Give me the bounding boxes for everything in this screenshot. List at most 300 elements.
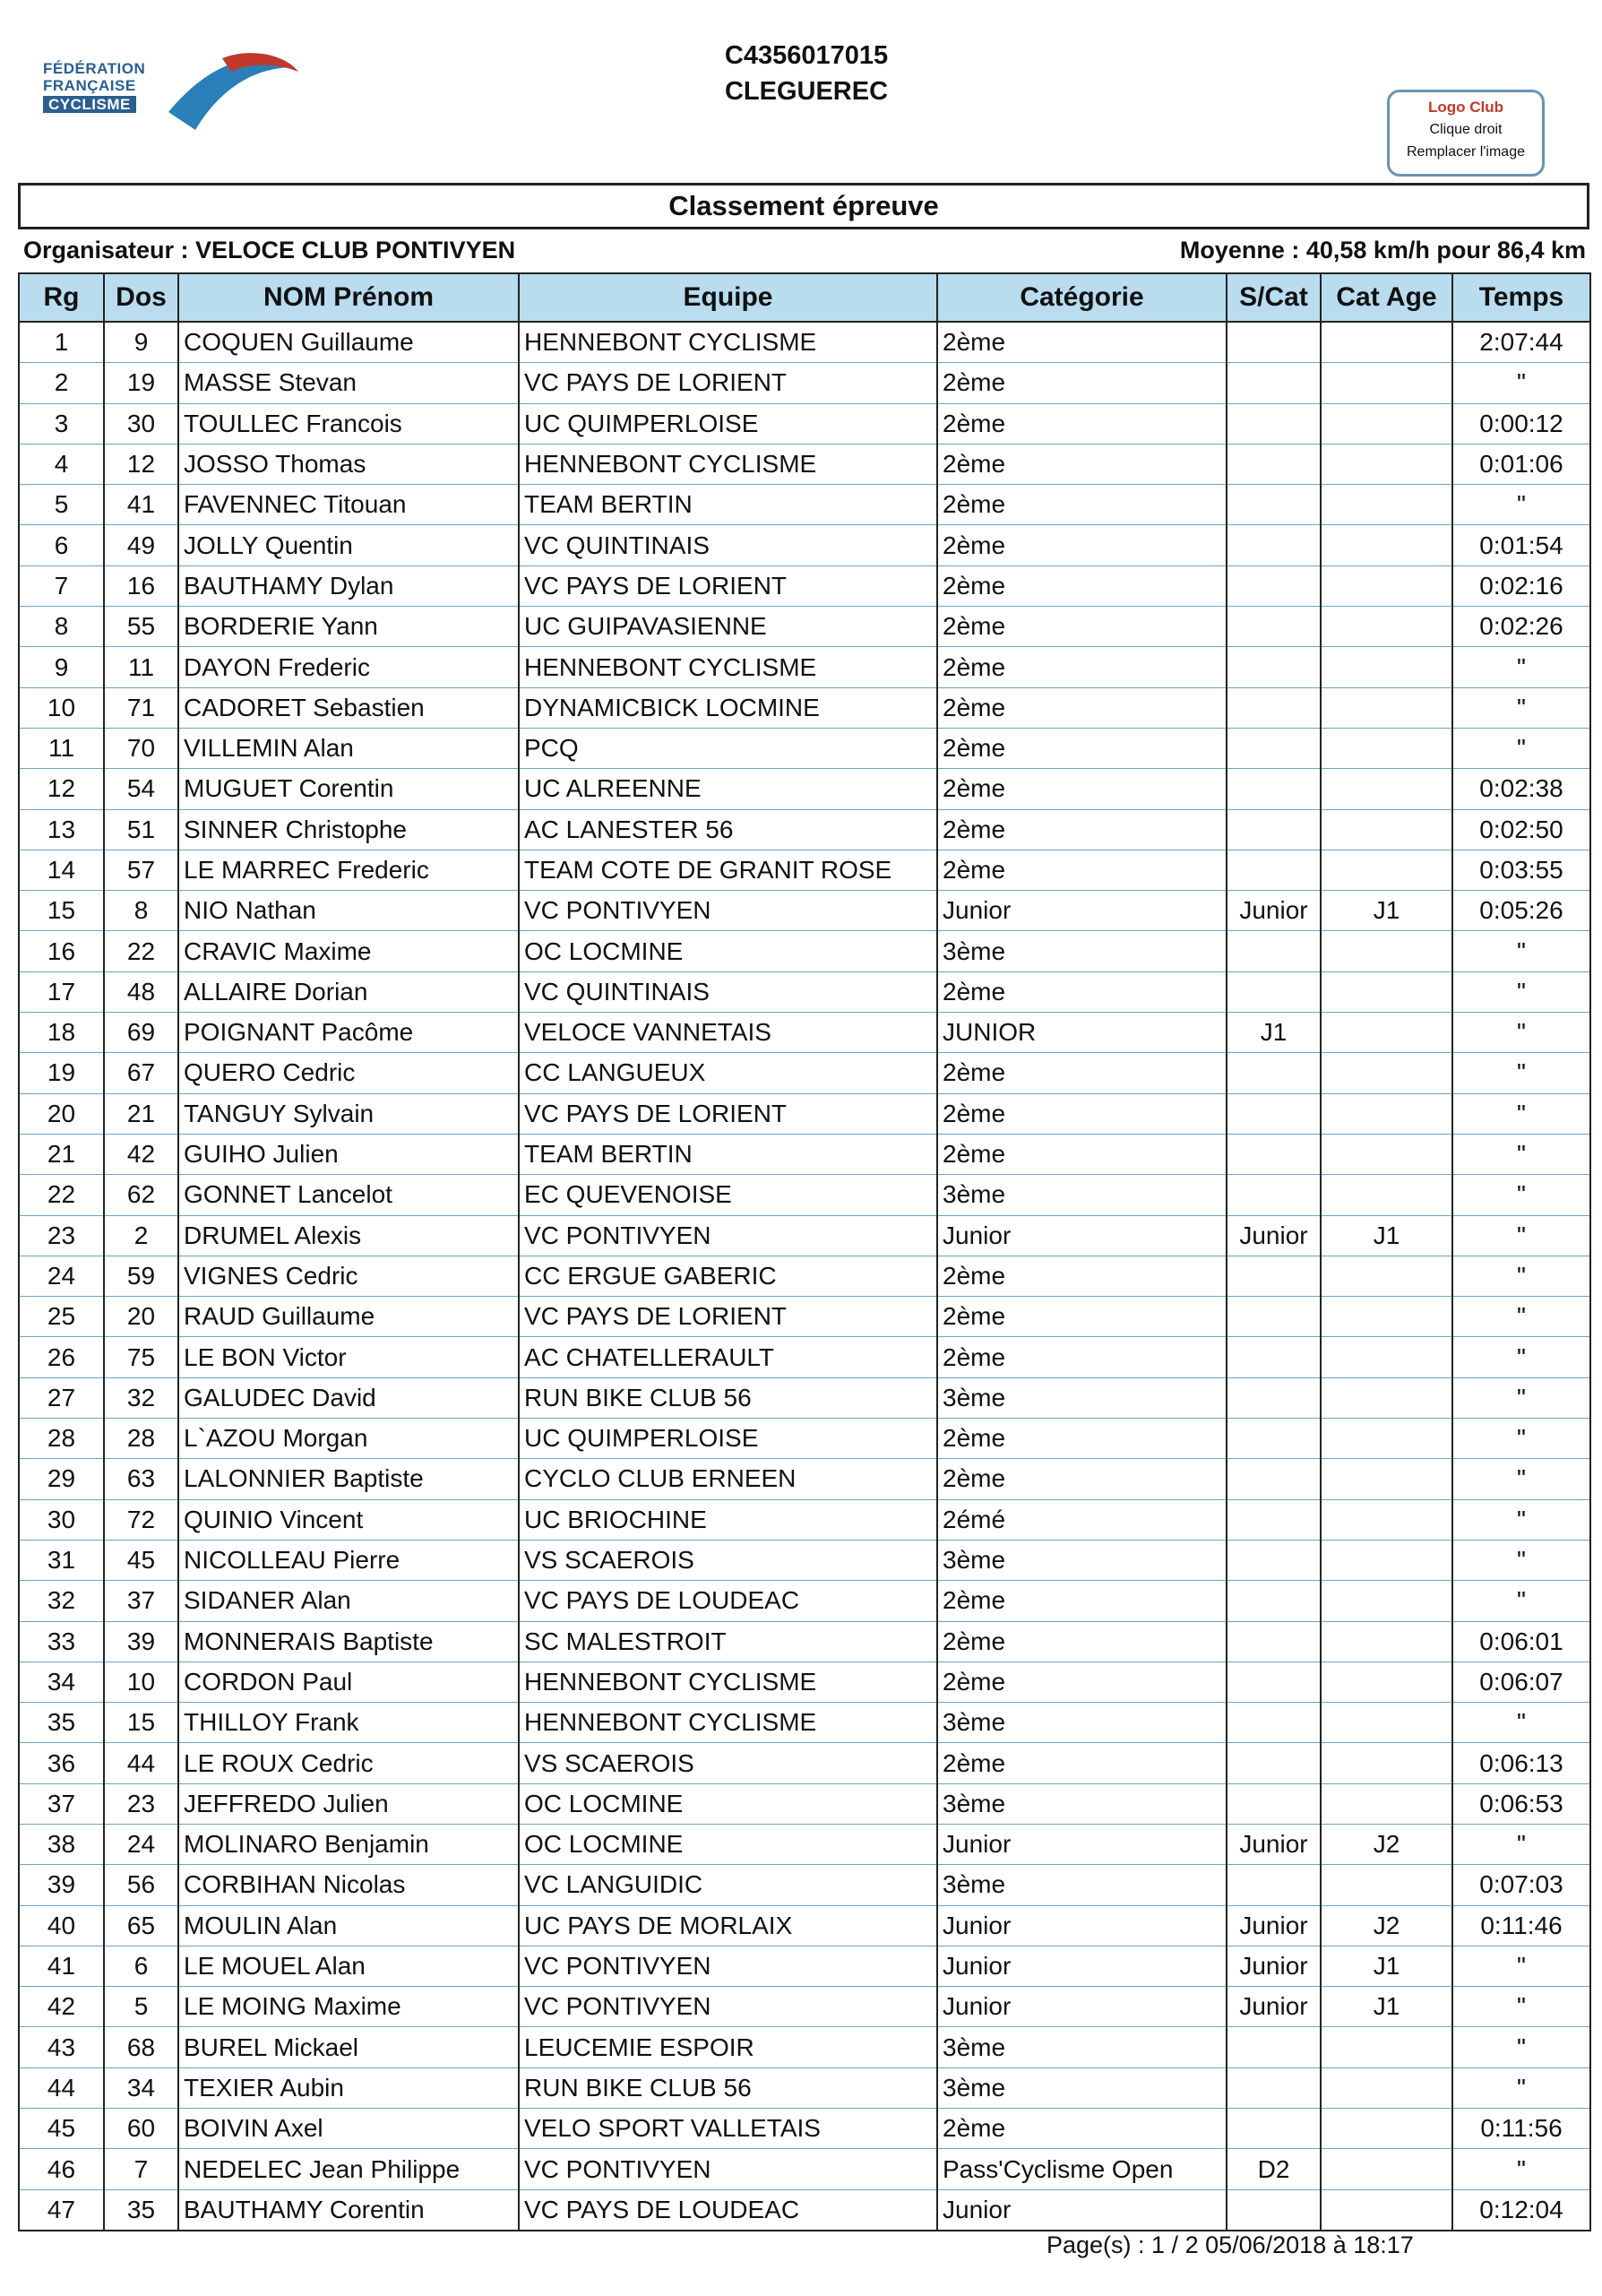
cell-age-category bbox=[1321, 1053, 1452, 1093]
table-row bbox=[19, 1134, 1590, 1174]
cell-time: " bbox=[1452, 2027, 1590, 2067]
cell-time: " bbox=[1452, 1377, 1590, 1418]
table-row bbox=[19, 1175, 1590, 1215]
cell-age-category: J2 bbox=[1321, 1824, 1452, 1864]
cell-bib: 11 bbox=[104, 647, 178, 687]
cell-bib: 75 bbox=[104, 1337, 178, 1377]
cell-rank: 23 bbox=[19, 1215, 104, 1256]
cell-bib: 71 bbox=[104, 687, 178, 728]
cell-subcategory bbox=[1227, 809, 1321, 850]
cell-bib: 21 bbox=[104, 1093, 178, 1134]
table-row bbox=[19, 444, 1590, 484]
cell-name: LALONNIER Baptiste bbox=[178, 1459, 519, 1499]
cell-bib: 69 bbox=[104, 1013, 178, 1053]
cell-team: HENNEBONT CYCLISME bbox=[519, 322, 937, 363]
cell-name: SIDANER Alan bbox=[178, 1581, 519, 1621]
cell-subcategory bbox=[1227, 322, 1321, 363]
cell-subcategory bbox=[1227, 363, 1321, 403]
ffc-logo bbox=[43, 49, 267, 139]
cell-bib: 44 bbox=[104, 1743, 178, 1783]
cell-category: 2ème bbox=[937, 485, 1227, 525]
cell-subcategory bbox=[1227, 769, 1321, 809]
cell-category: 2ème bbox=[937, 971, 1227, 1012]
cell-subcategory: J1 bbox=[1227, 1013, 1321, 1053]
cell-rank: 12 bbox=[19, 769, 104, 809]
cell-bib: 2 bbox=[104, 1215, 178, 1256]
table-row bbox=[19, 565, 1590, 606]
cell-category: 2ème bbox=[937, 850, 1227, 890]
table-row bbox=[19, 2149, 1590, 2189]
cell-category: 2ème bbox=[937, 525, 1227, 565]
cell-bib: 28 bbox=[104, 1419, 178, 1459]
cell-subcategory: Junior bbox=[1227, 891, 1321, 931]
cell-time: " bbox=[1452, 1175, 1590, 1215]
cell-subcategory bbox=[1227, 2067, 1321, 2108]
cell-team: AC LANESTER 56 bbox=[519, 809, 937, 850]
cell-team: VC PONTIVYEN bbox=[519, 1946, 937, 1986]
cell-rank: 21 bbox=[19, 1134, 104, 1174]
cell-age-category bbox=[1321, 1865, 1452, 1905]
cell-team: VC PONTIVYEN bbox=[519, 891, 937, 931]
logo-line-1: FÉDÉRATION bbox=[43, 60, 146, 77]
cell-age-category bbox=[1321, 1743, 1452, 1783]
cell-time: 0:02:38 bbox=[1452, 769, 1590, 809]
cell-rank: 5 bbox=[19, 485, 104, 525]
cell-rank: 30 bbox=[19, 1499, 104, 1540]
cell-team: VC QUINTINAIS bbox=[519, 525, 937, 565]
table-row bbox=[19, 1783, 1590, 1824]
cell-time: 0:06:13 bbox=[1452, 1743, 1590, 1783]
cell-bib: 32 bbox=[104, 1377, 178, 1418]
cell-name: QUINIO Vincent bbox=[178, 1499, 519, 1540]
cell-name: CRAVIC Maxime bbox=[178, 931, 519, 971]
cell-age-category: J1 bbox=[1321, 1987, 1452, 2027]
cell-age-category bbox=[1321, 647, 1452, 687]
cell-time: " bbox=[1452, 1297, 1590, 1337]
table-row bbox=[19, 1337, 1590, 1377]
race-location: CLEGUEREC bbox=[724, 77, 889, 106]
cell-team: VC PONTIVYEN bbox=[519, 1215, 937, 1256]
cell-category: 2ème bbox=[937, 1459, 1227, 1499]
cell-age-category bbox=[1321, 1621, 1452, 1662]
cell-team: HENNEBONT CYCLISME bbox=[519, 1662, 937, 1702]
cell-subcategory bbox=[1227, 525, 1321, 565]
cell-time: " bbox=[1452, 1337, 1590, 1377]
cell-category: Junior bbox=[937, 891, 1227, 931]
cell-age-category: J1 bbox=[1321, 891, 1452, 931]
cell-rank: 20 bbox=[19, 1093, 104, 1134]
cell-category: 3ème bbox=[937, 1377, 1227, 1418]
cell-time: 0:06:01 bbox=[1452, 1621, 1590, 1662]
table-row bbox=[19, 1743, 1590, 1783]
cell-category: 2ème bbox=[937, 1297, 1227, 1337]
cell-subcategory bbox=[1227, 1053, 1321, 1093]
cell-team: VS SCAEROIS bbox=[519, 1540, 937, 1580]
cell-age-category bbox=[1321, 1419, 1452, 1459]
cell-bib: 65 bbox=[104, 1905, 178, 1946]
cell-name: FAVENNEC Titouan bbox=[178, 485, 519, 525]
cell-name: GONNET Lancelot bbox=[178, 1175, 519, 1215]
cell-time: 0:01:06 bbox=[1452, 444, 1590, 484]
cell-name: L`AZOU Morgan bbox=[178, 1419, 519, 1459]
cell-bib: 23 bbox=[104, 1783, 178, 1824]
cell-rank: 9 bbox=[19, 647, 104, 687]
cell-category: Junior bbox=[937, 1824, 1227, 1864]
table-row bbox=[19, 1703, 1590, 1743]
cell-bib: 51 bbox=[104, 809, 178, 850]
cell-rank: 37 bbox=[19, 1783, 104, 1824]
cell-category: 2ème bbox=[937, 403, 1227, 444]
cell-age-category: J1 bbox=[1321, 1946, 1452, 1986]
column-header-time: Temps bbox=[1452, 273, 1590, 322]
cell-rank: 3 bbox=[19, 403, 104, 444]
table-row bbox=[19, 1946, 1590, 1986]
cell-bib: 34 bbox=[104, 2067, 178, 2108]
cell-rank: 27 bbox=[19, 1377, 104, 1418]
cell-bib: 8 bbox=[104, 891, 178, 931]
cell-bib: 37 bbox=[104, 1581, 178, 1621]
cell-team: EC QUEVENOISE bbox=[519, 1175, 937, 1215]
cell-time: 0:12:04 bbox=[1452, 2189, 1590, 2231]
cell-category: 2ème bbox=[937, 1053, 1227, 1093]
cell-time: " bbox=[1452, 971, 1590, 1012]
cell-subcategory bbox=[1227, 728, 1321, 768]
cell-bib: 67 bbox=[104, 1053, 178, 1093]
table-row bbox=[19, 769, 1590, 809]
cell-category: 3ème bbox=[937, 1783, 1227, 1824]
cell-rank: 46 bbox=[19, 2149, 104, 2189]
cell-subcategory bbox=[1227, 1581, 1321, 1621]
cell-bib: 15 bbox=[104, 1703, 178, 1743]
cell-subcategory: Junior bbox=[1227, 1824, 1321, 1864]
cell-subcategory bbox=[1227, 2189, 1321, 2231]
table-row bbox=[19, 1581, 1590, 1621]
cell-category: 3ème bbox=[937, 1865, 1227, 1905]
cell-bib: 48 bbox=[104, 971, 178, 1012]
cell-rank: 47 bbox=[19, 2189, 104, 2231]
cell-time: 0:07:03 bbox=[1452, 1865, 1590, 1905]
table-row bbox=[19, 322, 1590, 363]
column-header-category: Catégorie bbox=[937, 273, 1227, 322]
cell-name: CORDON Paul bbox=[178, 1662, 519, 1702]
cell-time: " bbox=[1452, 1946, 1590, 1986]
cell-category: 2ème bbox=[937, 444, 1227, 484]
cell-category: Junior bbox=[937, 1946, 1227, 1986]
cell-time: " bbox=[1452, 1256, 1590, 1296]
cell-bib: 68 bbox=[104, 2027, 178, 2067]
cell-team: RUN BIKE CLUB 56 bbox=[519, 2067, 937, 2108]
cell-category: 3ème bbox=[937, 2067, 1227, 2108]
cell-time: " bbox=[1452, 687, 1590, 728]
cell-team: CYCLO CLUB ERNEEN bbox=[519, 1459, 937, 1499]
cell-subcategory: Junior bbox=[1227, 1215, 1321, 1256]
cell-rank: 10 bbox=[19, 687, 104, 728]
cell-age-category bbox=[1321, 444, 1452, 484]
cell-name: JOLLY Quentin bbox=[178, 525, 519, 565]
cell-category: 2ème bbox=[937, 565, 1227, 606]
cell-category: 2ème bbox=[937, 769, 1227, 809]
ffc-swoosh-icon bbox=[159, 49, 303, 139]
cell-category: 3ème bbox=[937, 2027, 1227, 2067]
cell-team: UC PAYS DE MORLAIX bbox=[519, 1905, 937, 1946]
cell-rank: 39 bbox=[19, 1865, 104, 1905]
cell-team: HENNEBONT CYCLISME bbox=[519, 647, 937, 687]
table-row bbox=[19, 2027, 1590, 2067]
cell-category: 2ème bbox=[937, 687, 1227, 728]
cell-age-category bbox=[1321, 1459, 1452, 1499]
cell-team: LEUCEMIE ESPOIR bbox=[519, 2027, 937, 2067]
cell-age-category bbox=[1321, 931, 1452, 971]
cell-bib: 60 bbox=[104, 2109, 178, 2149]
logo-club-hint-2: Remplacer l'image bbox=[1407, 144, 1525, 160]
cell-name: DAYON Frederic bbox=[178, 647, 519, 687]
cell-age-category bbox=[1321, 2149, 1452, 2189]
table-row bbox=[19, 1093, 1590, 1134]
cell-age-category bbox=[1321, 2067, 1452, 2108]
cell-category: 3ème bbox=[937, 1175, 1227, 1215]
cell-age-category bbox=[1321, 1297, 1452, 1337]
cell-name: QUERO Cedric bbox=[178, 1053, 519, 1093]
cell-subcategory bbox=[1227, 1419, 1321, 1459]
cell-bib: 19 bbox=[104, 363, 178, 403]
cell-category: 2ème bbox=[937, 1134, 1227, 1174]
cell-subcategory bbox=[1227, 1459, 1321, 1499]
cell-time: 0:05:26 bbox=[1452, 891, 1590, 931]
cell-category: 2ème bbox=[937, 1093, 1227, 1134]
cell-team: SC MALESTROIT bbox=[519, 1621, 937, 1662]
cell-bib: 45 bbox=[104, 1540, 178, 1580]
cell-bib: 56 bbox=[104, 1865, 178, 1905]
cell-rank: 2 bbox=[19, 363, 104, 403]
cell-age-category bbox=[1321, 2027, 1452, 2067]
cell-team: UC ALREENNE bbox=[519, 769, 937, 809]
cell-subcategory bbox=[1227, 1256, 1321, 1296]
cell-name: BUREL Mickael bbox=[178, 2027, 519, 2067]
cell-rank: 18 bbox=[19, 1013, 104, 1053]
cell-rank: 6 bbox=[19, 525, 104, 565]
cell-name: COQUEN Guillaume bbox=[178, 322, 519, 363]
cell-category: 2ème bbox=[937, 1621, 1227, 1662]
cell-name: BAUTHAMY Dylan bbox=[178, 565, 519, 606]
cell-subcategory bbox=[1227, 565, 1321, 606]
cell-name: POIGNANT Pacôme bbox=[178, 1013, 519, 1053]
cell-rank: 22 bbox=[19, 1175, 104, 1215]
column-header-name: NOM Prénom bbox=[178, 273, 519, 322]
cell-age-category bbox=[1321, 1134, 1452, 1174]
cell-subcategory bbox=[1227, 1337, 1321, 1377]
cell-team: OC LOCMINE bbox=[519, 931, 937, 971]
cell-subcategory bbox=[1227, 444, 1321, 484]
cell-name: JEFFREDO Julien bbox=[178, 1783, 519, 1824]
cell-time: 0:02:16 bbox=[1452, 565, 1590, 606]
table-row bbox=[19, 1377, 1590, 1418]
cell-name: TOULLEC Francois bbox=[178, 403, 519, 444]
table-row bbox=[19, 1905, 1590, 1946]
table-row bbox=[19, 363, 1590, 403]
cell-subcategory bbox=[1227, 1377, 1321, 1418]
cell-age-category bbox=[1321, 485, 1452, 525]
cell-time: " bbox=[1452, 1824, 1590, 1864]
cell-team: UC QUIMPERLOISE bbox=[519, 403, 937, 444]
cell-age-category bbox=[1321, 1337, 1452, 1377]
table-row bbox=[19, 1297, 1590, 1337]
cell-rank: 14 bbox=[19, 850, 104, 890]
cell-subcategory: Junior bbox=[1227, 1987, 1321, 2027]
cell-rank: 41 bbox=[19, 1946, 104, 1986]
cell-team: OC LOCMINE bbox=[519, 1824, 937, 1864]
cell-age-category bbox=[1321, 1703, 1452, 1743]
cell-rank: 8 bbox=[19, 607, 104, 647]
cell-category: 2ème bbox=[937, 2109, 1227, 2149]
cell-subcategory bbox=[1227, 687, 1321, 728]
cell-age-category bbox=[1321, 1175, 1452, 1215]
cell-bib: 41 bbox=[104, 485, 178, 525]
cell-bib: 63 bbox=[104, 1459, 178, 1499]
cell-rank: 42 bbox=[19, 1987, 104, 2027]
cell-rank: 34 bbox=[19, 1662, 104, 1702]
race-code: C4356017015 bbox=[724, 41, 889, 70]
cell-rank: 4 bbox=[19, 444, 104, 484]
cell-bib: 57 bbox=[104, 850, 178, 890]
cell-category: 2ème bbox=[937, 1256, 1227, 1296]
cell-rank: 13 bbox=[19, 809, 104, 850]
cell-time: " bbox=[1452, 1215, 1590, 1256]
cell-team: VC PAYS DE LOUDEAC bbox=[519, 1581, 937, 1621]
cell-time: 2:07:44 bbox=[1452, 322, 1590, 363]
column-header-subcategory: S/Cat bbox=[1227, 273, 1321, 322]
cell-name: TANGUY Sylvain bbox=[178, 1093, 519, 1134]
table-row bbox=[19, 2189, 1590, 2231]
cell-subcategory bbox=[1227, 1297, 1321, 1337]
cell-category: 2ème bbox=[937, 322, 1227, 363]
cell-category: Junior bbox=[937, 2189, 1227, 2231]
cell-rank: 7 bbox=[19, 565, 104, 606]
cell-age-category: J1 bbox=[1321, 1215, 1452, 1256]
cell-name: VIGNES Cedric bbox=[178, 1256, 519, 1296]
cell-time: " bbox=[1452, 1703, 1590, 1743]
cell-time: " bbox=[1452, 1459, 1590, 1499]
cell-subcategory bbox=[1227, 1783, 1321, 1824]
cell-age-category bbox=[1321, 1540, 1452, 1580]
cell-subcategory bbox=[1227, 607, 1321, 647]
cell-name: CORBIHAN Nicolas bbox=[178, 1865, 519, 1905]
table-row bbox=[19, 1662, 1590, 1702]
cell-age-category bbox=[1321, 403, 1452, 444]
cell-name: VILLEMIN Alan bbox=[178, 728, 519, 768]
cell-rank: 19 bbox=[19, 1053, 104, 1093]
cell-category: Junior bbox=[937, 1905, 1227, 1946]
cell-category: Pass'Cyclisme Open bbox=[937, 2149, 1227, 2189]
table-row bbox=[19, 485, 1590, 525]
cell-age-category: J2 bbox=[1321, 1905, 1452, 1946]
cell-age-category bbox=[1321, 687, 1452, 728]
cell-team: UC BRIOCHINE bbox=[519, 1499, 937, 1540]
cell-time: " bbox=[1452, 931, 1590, 971]
table-row bbox=[19, 1865, 1590, 1905]
table-row bbox=[19, 809, 1590, 850]
cell-bib: 59 bbox=[104, 1256, 178, 1296]
table-row bbox=[19, 525, 1590, 565]
page-title: Classement épreuve bbox=[18, 183, 1589, 229]
logo-line-2: FRANÇAISE bbox=[43, 77, 136, 94]
cell-name: DRUMEL Alexis bbox=[178, 1215, 519, 1256]
cell-category: 2ème bbox=[937, 647, 1227, 687]
cell-rank: 43 bbox=[19, 2027, 104, 2067]
column-header-age-category: Cat Age bbox=[1321, 273, 1452, 322]
table-row bbox=[19, 1540, 1590, 1580]
cell-time: " bbox=[1452, 1134, 1590, 1174]
cell-rank: 40 bbox=[19, 1905, 104, 1946]
cell-age-category bbox=[1321, 1581, 1452, 1621]
cell-team: PCQ bbox=[519, 728, 937, 768]
cell-team: RUN BIKE CLUB 56 bbox=[519, 1377, 937, 1418]
table-row bbox=[19, 607, 1590, 647]
cell-team: OC LOCMINE bbox=[519, 1783, 937, 1824]
cell-team: VC PAYS DE LORIENT bbox=[519, 565, 937, 606]
cell-bib: 20 bbox=[104, 1297, 178, 1337]
table-row bbox=[19, 1215, 1590, 1256]
results-table bbox=[18, 272, 1591, 2231]
cell-name: RAUD Guillaume bbox=[178, 1297, 519, 1337]
cell-rank: 31 bbox=[19, 1540, 104, 1580]
cell-team: UC QUIMPERLOISE bbox=[519, 1419, 937, 1459]
cell-bib: 7 bbox=[104, 2149, 178, 2189]
cell-name: BAUTHAMY Corentin bbox=[178, 2189, 519, 2231]
table-row bbox=[19, 687, 1590, 728]
cell-subcategory bbox=[1227, 1134, 1321, 1174]
cell-category: 2ème bbox=[937, 1581, 1227, 1621]
table-row bbox=[19, 931, 1590, 971]
table-row bbox=[19, 2067, 1590, 2108]
column-header-team: Equipe bbox=[519, 273, 937, 322]
cell-name: TEXIER Aubin bbox=[178, 2067, 519, 2108]
table-row bbox=[19, 1053, 1590, 1093]
cell-name: MOLINARO Benjamin bbox=[178, 1824, 519, 1864]
cell-age-category bbox=[1321, 363, 1452, 403]
cell-team: AC CHATELLERAULT bbox=[519, 1337, 937, 1377]
table-row bbox=[19, 728, 1590, 768]
table-row bbox=[19, 971, 1590, 1012]
cell-bib: 22 bbox=[104, 931, 178, 971]
table-row bbox=[19, 1621, 1590, 1662]
cell-team: DYNAMICBICK LOCMINE bbox=[519, 687, 937, 728]
cell-team: VC LANGUIDIC bbox=[519, 1865, 937, 1905]
cell-subcategory bbox=[1227, 1093, 1321, 1134]
cell-name: MONNERAIS Baptiste bbox=[178, 1621, 519, 1662]
cell-time: " bbox=[1452, 647, 1590, 687]
cell-time: 0:11:56 bbox=[1452, 2109, 1590, 2149]
table-row bbox=[19, 403, 1590, 444]
cell-subcategory: Junior bbox=[1227, 1946, 1321, 1986]
cell-category: 3ème bbox=[937, 1540, 1227, 1580]
cell-subcategory: D2 bbox=[1227, 2149, 1321, 2189]
table-row bbox=[19, 1419, 1590, 1459]
table-row bbox=[19, 647, 1590, 687]
cell-team: VC QUINTINAIS bbox=[519, 971, 937, 1012]
cell-name: LE ROUX Cedric bbox=[178, 1743, 519, 1783]
cell-team: VC PAYS DE LORIENT bbox=[519, 363, 937, 403]
cell-age-category bbox=[1321, 850, 1452, 890]
cell-category: 2ème bbox=[937, 809, 1227, 850]
cell-age-category bbox=[1321, 1499, 1452, 1540]
cell-time: 0:02:26 bbox=[1452, 607, 1590, 647]
table-row bbox=[19, 1459, 1590, 1499]
cell-subcategory bbox=[1227, 1662, 1321, 1702]
cell-time: " bbox=[1452, 2067, 1590, 2108]
cell-time: 0:03:55 bbox=[1452, 850, 1590, 890]
cell-name: LE MOUEL Alan bbox=[178, 1946, 519, 1986]
cell-subcategory bbox=[1227, 485, 1321, 525]
